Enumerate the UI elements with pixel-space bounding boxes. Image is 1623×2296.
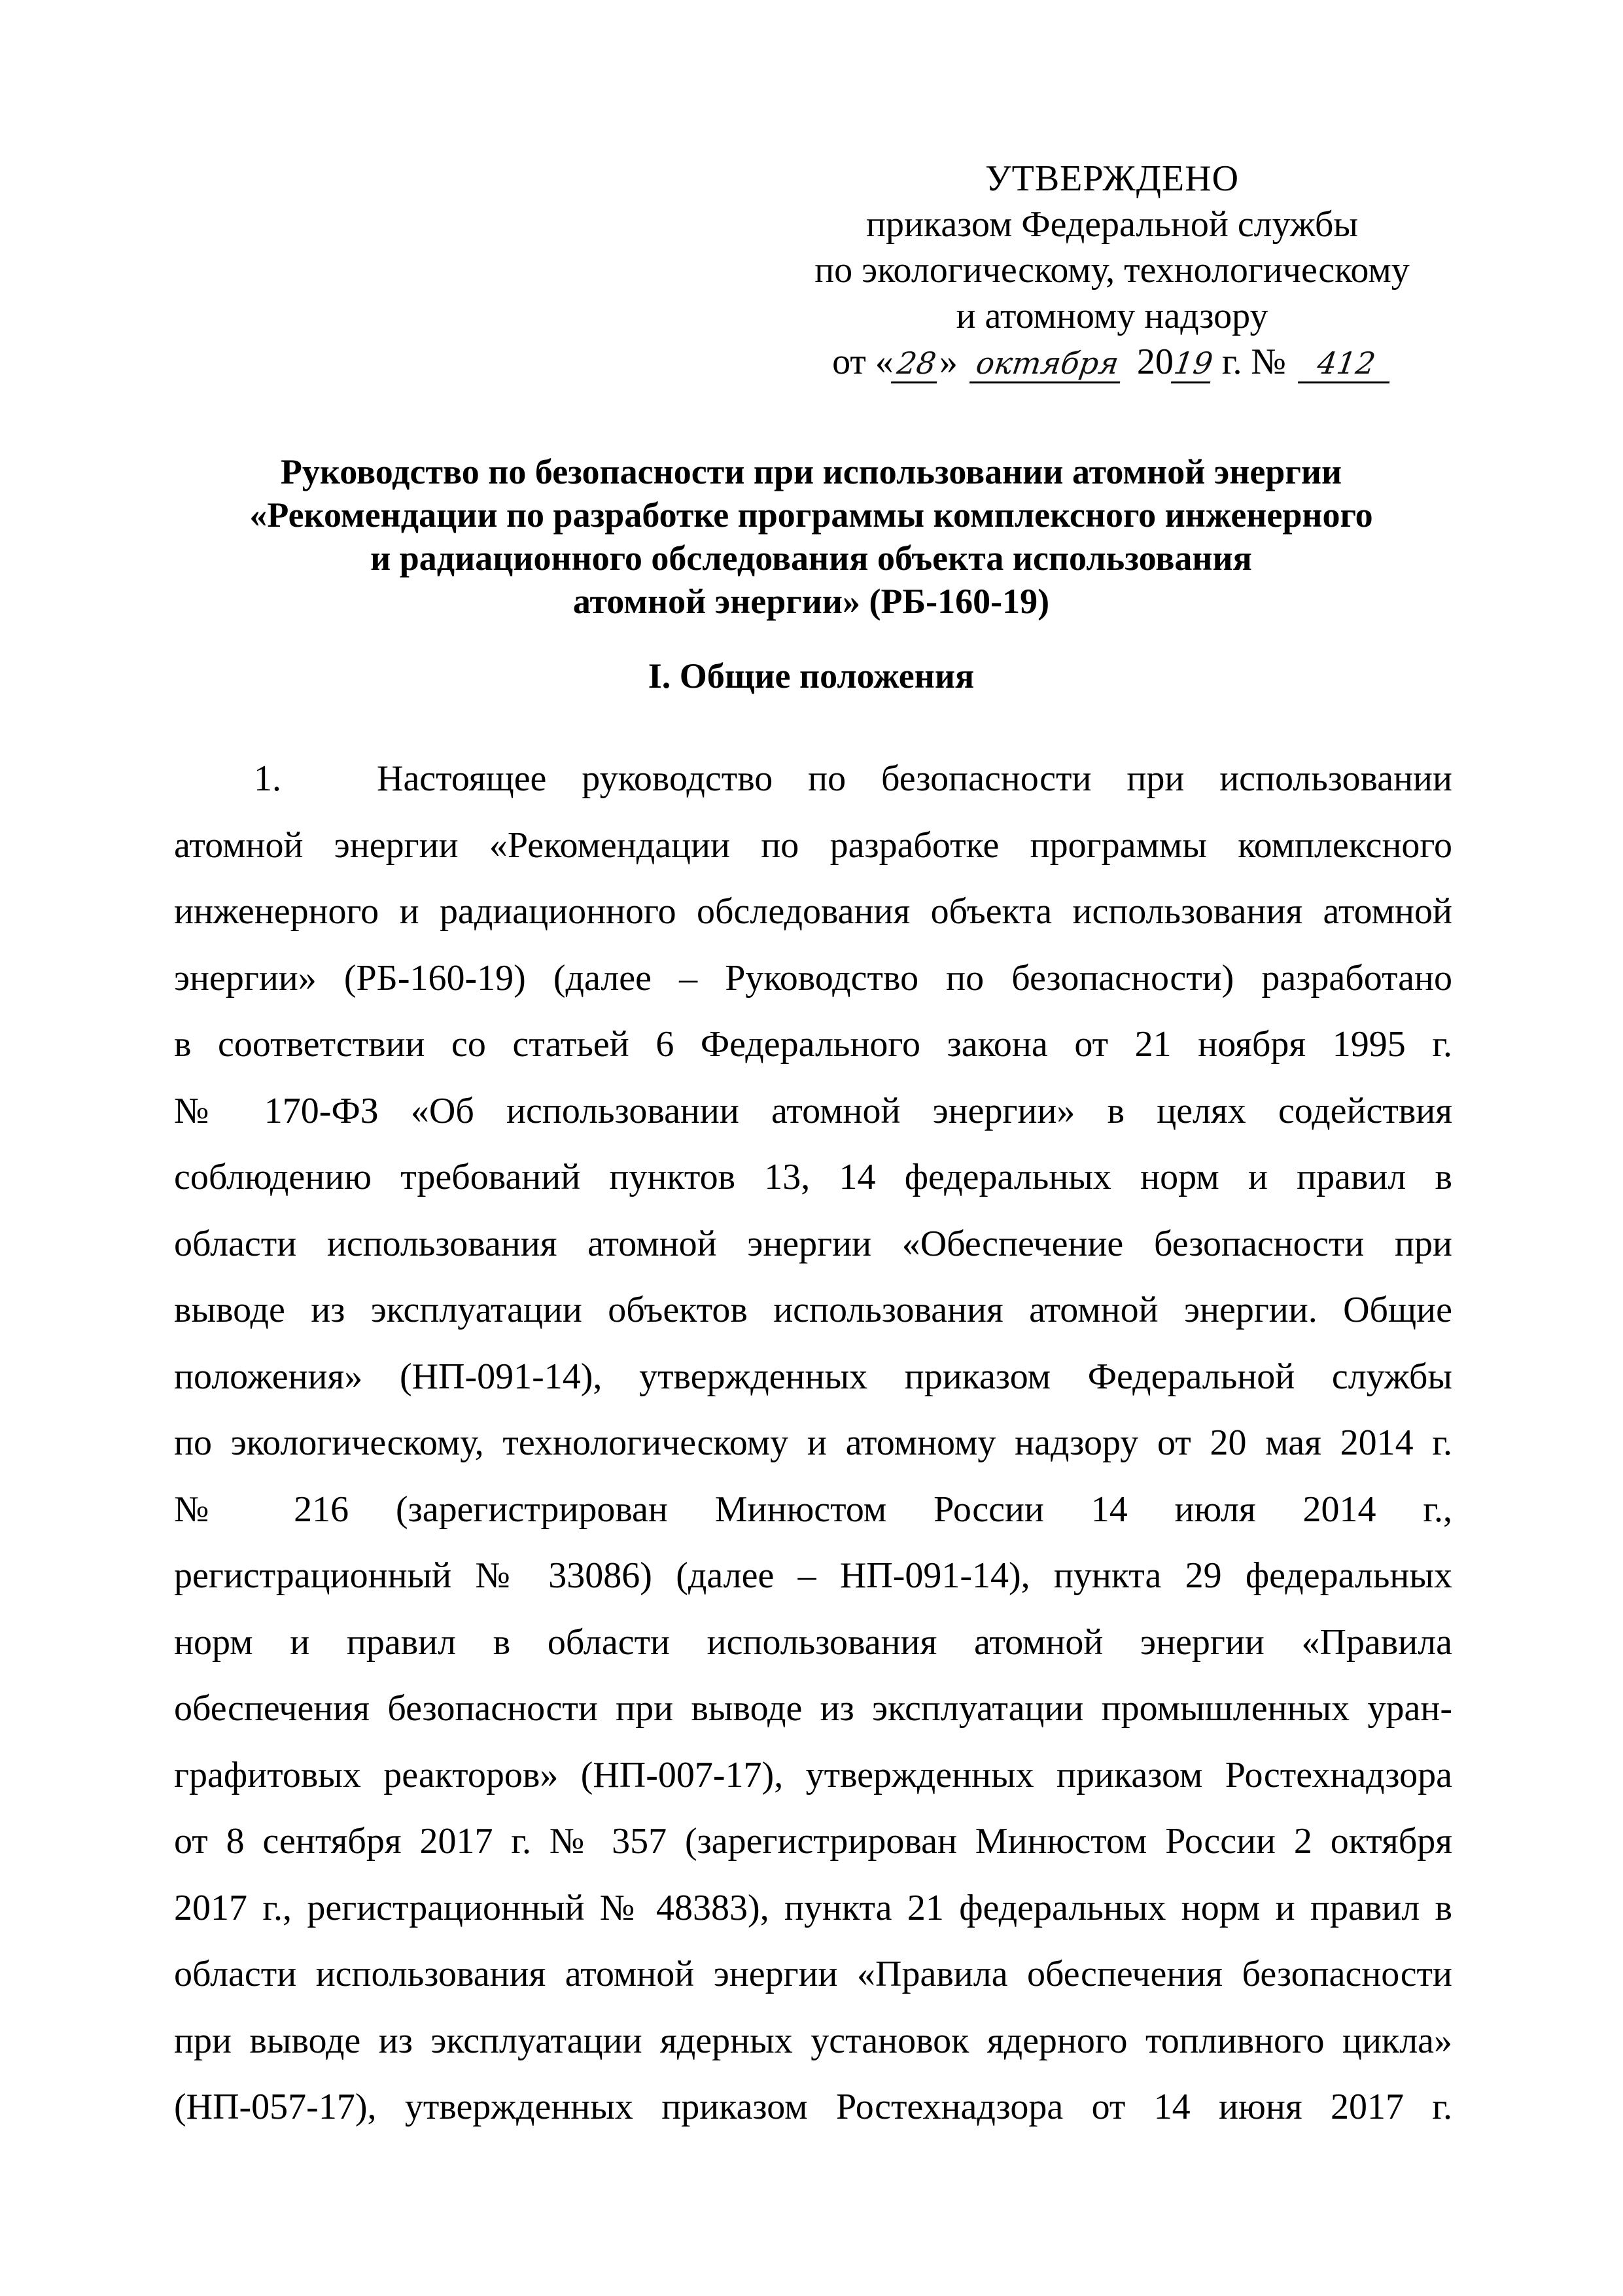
paragraph-line: норм и правил в области использования атомной энергии «Правила xyxy=(174,1621,1452,1663)
paragraph-line: Настоящее руководство по безопасности при использовании xyxy=(377,758,1452,799)
paragraph-line: энергии» (РБ-160-19) (далее – Руководство по безопасности) разработано xyxy=(174,957,1452,998)
title-line-4: атомной энергии» (РБ-160-19) xyxy=(572,582,1050,621)
handwritten-month: октября xyxy=(969,345,1125,383)
section-heading: I. Общие положения xyxy=(648,656,975,696)
paragraph-number: 1. xyxy=(254,758,281,799)
title-line-2: «Рекомендации по разработке программы комплексного инженерного xyxy=(249,495,1373,535)
title-line-3: и радиационного обследования объекта использования xyxy=(370,539,1252,578)
year-prefix: 20 xyxy=(1136,342,1174,382)
title-line-1: Руководство по безопасности при использовании атомной энергии xyxy=(280,452,1342,491)
approval-block xyxy=(752,156,1472,385)
paragraph-line: № 170-ФЗ «Об использовании атомной энергии» в целях содействия xyxy=(174,1090,1452,1131)
paragraph-line: от 8 сентября 2017 г. № 357 (зарегистрирован Минюстом России 2 октября xyxy=(174,1821,1452,1862)
paragraph-line: в соответствии со статьей 6 Федерального закона от 21 ноября 1995 г. xyxy=(174,1024,1452,1065)
approval-heading: УТВЕРЖДЕНО xyxy=(985,158,1240,199)
paragraph-line: (НП-057-17), утвержденных приказом Ростехнадзора от 14 июня 2017 г. xyxy=(174,2087,1452,2127)
year-number-label: г. № xyxy=(1221,342,1286,382)
paragraph-line: инженерного и радиационного обследования объекта использования атомной xyxy=(174,891,1452,932)
paragraph-line: выводе из эксплуатации объектов использования атомной энергии. Общие xyxy=(174,1290,1452,1330)
paragraph-line: положения» (НП-091-14), утвержденных приказом Федеральной службы xyxy=(174,1356,1452,1397)
paragraph-line: области использования атомной энергии «Правила обеспечения безопасности xyxy=(174,1954,1452,1994)
paragraph-line: регистрационный № 33086) (далее – НП-091-14), пункта 29 федеральных xyxy=(174,1555,1452,1596)
paragraph-line: при выводе из эксплуатации ядерных установок ядерного топливного цикла» xyxy=(174,2020,1452,2061)
handwritten-year: 19 xyxy=(1171,345,1215,383)
approval-line-2: по экологическому, технологическому xyxy=(814,250,1410,291)
paragraph-line: графитовых реакторов» (НП-007-17), утвержденных приказом Ростехнадзора xyxy=(174,1754,1452,1795)
paragraph-line: 2017 г., регистрационный № 48383), пункта 21 федеральных норм и правил в xyxy=(174,1887,1452,1928)
paragraph-1 xyxy=(174,746,1452,2141)
paragraph-line: соблюдению требований пунктов 13, 14 федеральных норм и правил в xyxy=(174,1157,1452,1197)
approval-date-line xyxy=(752,339,1472,385)
paragraph-first-line xyxy=(174,746,1452,813)
handwritten-order-number: 412 xyxy=(1298,345,1395,383)
paragraph-line: № 216 (зарегистрирован Минюстом России 14 июля 2014 г., xyxy=(174,1489,1452,1530)
paragraph-line: по экологическому, технологическому и атомному надзору от 20 мая 2014 г. xyxy=(174,1422,1452,1463)
approval-line-1: приказом Федеральной службы xyxy=(866,204,1358,245)
document-title xyxy=(157,450,1465,623)
date-from-label: от « xyxy=(832,342,894,382)
date-quote-close: » xyxy=(939,342,958,382)
paragraph-line: атомной энергии «Рекомендации по разработке программы комплексного xyxy=(174,824,1452,866)
approval-line-3: и атомному надзору xyxy=(956,296,1268,336)
paragraph-line: обеспечения безопасности при выводе из эксплуатации промышленных уран- xyxy=(174,1688,1452,1729)
handwritten-day: 28 xyxy=(891,345,942,383)
paragraph-line: области использования атомной энергии «Обеспечение безопасности при xyxy=(174,1223,1452,1264)
